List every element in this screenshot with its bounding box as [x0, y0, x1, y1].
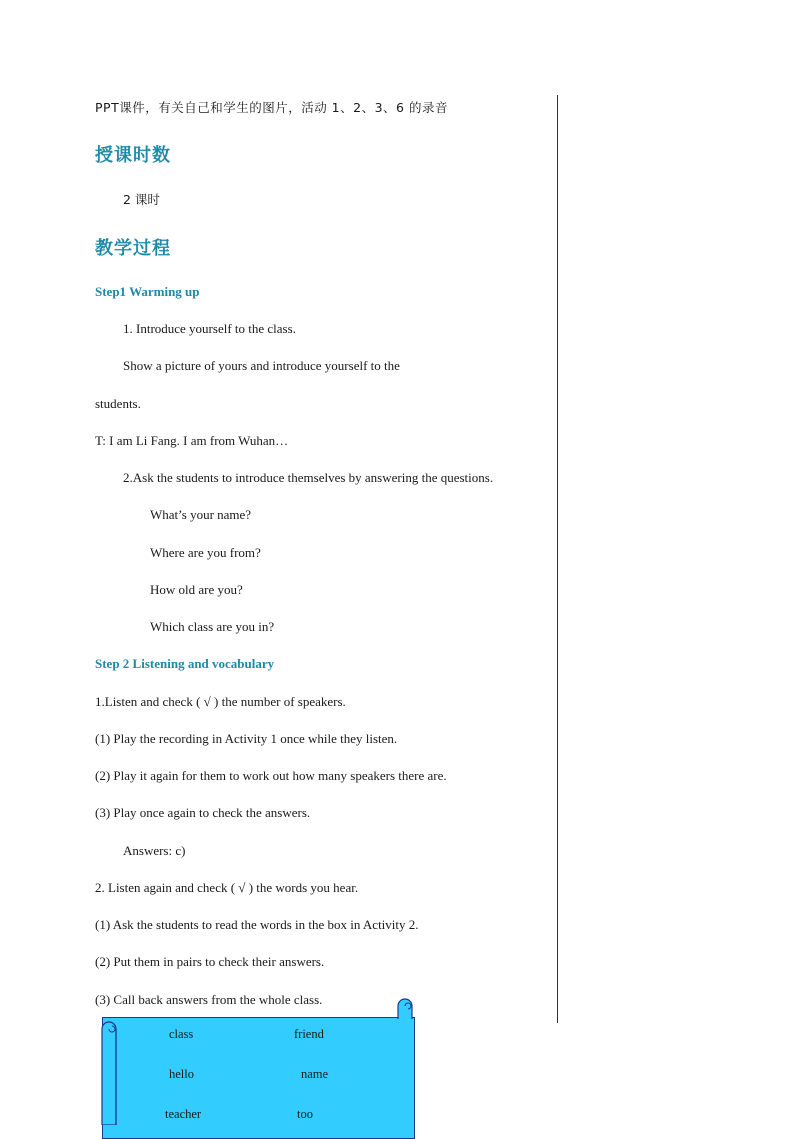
question-item: Which class are you in? [150, 619, 275, 634]
scroll-curl-icon [396, 997, 414, 1019]
task1-step: (2) Play it again for them to work out how many speakers there are. [95, 768, 447, 783]
step1-item1-detail-b: students. [95, 396, 141, 411]
step1-item2: 2.Ask the students to introduce themselves by answering the questions. [123, 470, 494, 485]
step2-task1: 1.Listen and check ( √ ) the number of speakers. [95, 694, 346, 709]
word-box-body [102, 1017, 415, 1139]
step1-item1: 1. Introduce yourself to the class. [123, 321, 296, 336]
task1-step: (1) Play the recording in Activity 1 once while they listen. [95, 731, 398, 746]
step1-item1-detail-a: Show a picture of yours and introduce yourself to the [123, 358, 400, 373]
task1-answer: Answers: c) [123, 843, 186, 858]
periods-value: 2 课时 [123, 192, 160, 207]
process-heading: 教学过程 [95, 238, 171, 259]
teacher-line: T: I am Li Fang. I am from Wuhan… [95, 433, 289, 448]
word-box-scroll [98, 997, 418, 1123]
question-item: What’s your name? [150, 507, 252, 522]
step2-heading: Step 2 Listening and vocabulary [95, 656, 275, 671]
task1-step: (3) Play once again to check the answers. [95, 805, 311, 820]
word-item: class [169, 1027, 194, 1041]
materials-line: PPT课件，有关自己和学生的图片，活动 1、2、3、6 的录音 [95, 100, 448, 115]
task2-step: (1) Ask the students to read the words in the box in Activity 2. [95, 917, 419, 932]
step1-heading: Step1 Warming up [95, 284, 200, 299]
task2-step: (3) Call back answers from the whole class. [95, 992, 323, 1007]
scroll-roll-icon [98, 1015, 120, 1125]
task2-step: (2) Put them in pairs to check their answers. [95, 954, 325, 969]
step2-task2: 2. Listen again and check ( √ ) the words you hear. [95, 880, 359, 895]
word-item: teacher [165, 1107, 202, 1121]
column-divider [557, 95, 558, 1023]
word-item: too [297, 1107, 313, 1121]
word-item: friend [294, 1027, 324, 1041]
word-item: hello [169, 1067, 194, 1081]
question-item: How old are you? [150, 582, 243, 597]
periods-heading: 授课时数 [95, 145, 171, 166]
word-item: name [301, 1067, 329, 1081]
question-item: Where are you from? [150, 545, 261, 560]
